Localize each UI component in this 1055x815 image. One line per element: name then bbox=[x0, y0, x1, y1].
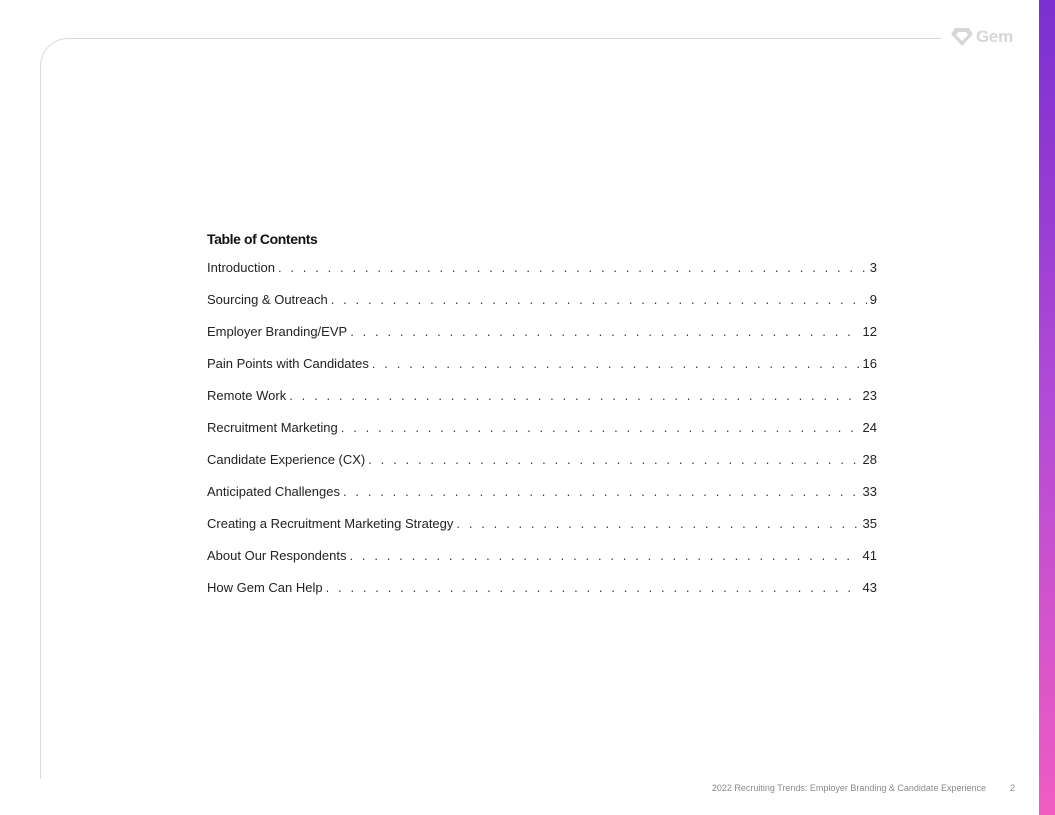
dot-leader bbox=[331, 292, 867, 307]
toc-entry-page: 43 bbox=[862, 580, 877, 595]
table-of-contents bbox=[207, 231, 877, 612]
toc-entry-label: Candidate Experience (CX) bbox=[207, 452, 366, 467]
toc-entry[interactable] bbox=[207, 260, 877, 292]
toc-entry-page: 35 bbox=[862, 516, 877, 531]
dot-leader bbox=[349, 548, 859, 563]
toc-entry-page: 16 bbox=[862, 356, 877, 371]
toc-entry[interactable] bbox=[207, 420, 877, 452]
toc-entry-label: How Gem Can Help bbox=[207, 580, 323, 595]
toc-entry[interactable] bbox=[207, 388, 877, 420]
toc-entry-label: Pain Points with Candidates bbox=[207, 356, 369, 371]
toc-entry-label: Sourcing & Outreach bbox=[207, 292, 328, 307]
toc-entry-page: 41 bbox=[862, 548, 877, 563]
toc-entry-page: 23 bbox=[862, 388, 877, 403]
page-footer bbox=[600, 783, 1015, 793]
toc-entry[interactable] bbox=[207, 580, 877, 612]
dot-leader bbox=[350, 324, 859, 339]
toc-entry[interactable] bbox=[207, 324, 877, 356]
toc-entry-page: 3 bbox=[869, 260, 877, 275]
toc-entry[interactable] bbox=[207, 292, 877, 324]
toc-entry-page: 24 bbox=[862, 420, 877, 435]
dot-leader bbox=[456, 516, 859, 531]
logo-wordmark: Gem bbox=[976, 27, 1013, 46]
toc-title: Table of Contents bbox=[207, 231, 318, 247]
toc-entry-page: 33 bbox=[862, 484, 877, 499]
dot-leader bbox=[343, 484, 860, 499]
brand-gradient-stripe bbox=[1039, 0, 1055, 815]
toc-entry[interactable] bbox=[207, 548, 877, 580]
dot-leader bbox=[372, 356, 860, 371]
toc-entry[interactable] bbox=[207, 484, 877, 516]
toc-entry-page: 28 bbox=[862, 452, 877, 467]
toc-entry-label: Anticipated Challenges bbox=[207, 484, 340, 499]
footer-doc-title: 2022 Recruiting Trends: Employer Branding & Candidate Experience bbox=[711, 783, 986, 793]
toc-entry-label: Creating a Recruitment Marketing Strategy bbox=[207, 516, 454, 531]
toc-entry-label: Employer Branding/EVP bbox=[207, 324, 348, 339]
toc-entry[interactable] bbox=[207, 452, 877, 484]
dot-leader bbox=[289, 388, 859, 403]
toc-entry-label: About Our Respondents bbox=[207, 548, 347, 563]
toc-entry-label: Introduction bbox=[207, 260, 275, 275]
dot-leader bbox=[278, 260, 867, 275]
toc-entry-page: 9 bbox=[869, 292, 877, 307]
toc-entry[interactable] bbox=[207, 516, 877, 548]
footer-page-number: 2 bbox=[1009, 783, 1015, 793]
dot-leader bbox=[341, 420, 860, 435]
toc-entry-page: 12 bbox=[862, 324, 877, 339]
gem-diamond-icon bbox=[950, 26, 974, 48]
toc-entry-label: Remote Work bbox=[207, 388, 287, 403]
toc-list bbox=[207, 260, 877, 612]
dot-leader bbox=[326, 580, 860, 595]
toc-entry-label: Recruitment Marketing bbox=[207, 420, 338, 435]
dot-leader bbox=[368, 452, 859, 467]
toc-entry[interactable] bbox=[207, 356, 877, 388]
gem-logo bbox=[950, 26, 1013, 48]
